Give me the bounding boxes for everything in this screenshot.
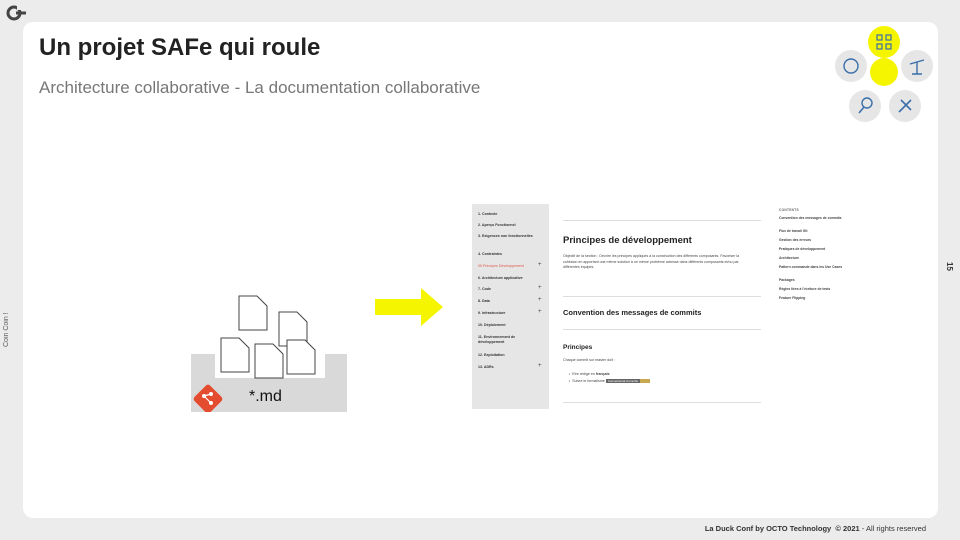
right-arrow-icon: [375, 288, 445, 326]
file-extension-label: *.md: [249, 388, 282, 405]
toc-item[interactable]: Packages: [779, 278, 795, 282]
repository-illustration: [191, 292, 351, 412]
doc-nav-item[interactable]: 9. Infrastructure: [478, 311, 506, 315]
expand-icon[interactable]: +: [538, 363, 542, 369]
side-label: Coin Coin !: [3, 312, 10, 348]
doc-section-heading: Convention des messages de commits: [563, 308, 702, 317]
doc-bullet: • Etre rédigé en français: [569, 372, 610, 376]
divider: [563, 296, 761, 297]
footer-brand: La Duck Conf by OCTO Technology: [704, 524, 832, 533]
toc-item[interactable]: Flux de travail Git: [779, 229, 808, 233]
footer-rights: - All rights reserved: [861, 524, 926, 533]
page-number: 15: [945, 262, 954, 271]
doc-intro: Objectif de la section : Décrire les principes appliqués à la construction des différents composants. Favoriser la cohésion en apportant une même solution à un même problème adressé dans différents composants et/ou par différentes équipes.: [563, 254, 740, 269]
footer: [705, 524, 926, 533]
doc-nav-item[interactable]: 10. Déploiement: [478, 323, 506, 327]
file-icon: [239, 296, 267, 330]
doc-nav-item[interactable]: 13. ADRs: [478, 365, 494, 369]
doc-nav-item[interactable]: 7. Code: [478, 287, 491, 291]
divider: [563, 402, 761, 403]
toc-item[interactable]: Feature Flipping: [779, 296, 806, 300]
architecture-petal-icon: [868, 26, 900, 58]
octo-logo-icon: [6, 4, 28, 22]
doc-nav-item-active[interactable]: 05 Principes Développement: [478, 264, 524, 268]
toc-item[interactable]: Architecture: [779, 256, 799, 260]
toc-heading: CONTENTS: [779, 208, 799, 212]
doc-bullet: • Suivre le formalisme Conventional Commits: [569, 379, 650, 383]
doc-nav-item[interactable]: 1. Contexte: [478, 212, 498, 216]
search-petal-icon: [849, 90, 881, 122]
doc-nav-item[interactable]: 8. Data: [478, 299, 490, 303]
divider: [563, 329, 761, 330]
topic-flower-icon: [831, 24, 941, 134]
expand-icon[interactable]: +: [538, 285, 542, 291]
doc-nav-item[interactable]: 4. Contraintes: [478, 252, 502, 256]
expand-icon[interactable]: +: [538, 297, 542, 303]
toc-item[interactable]: Règles liées à l'écriture de tests: [779, 287, 831, 291]
documentation-screenshot: [472, 204, 914, 412]
file-icon: [221, 338, 249, 372]
doc-lead: Chaque commit sur master doit :: [563, 358, 615, 362]
slide: [23, 22, 938, 518]
expand-icon[interactable]: +: [538, 309, 542, 315]
doc-sub-heading: Principes: [563, 344, 593, 351]
file-icon: [255, 344, 283, 378]
file-icon: [287, 340, 315, 374]
doc-heading: Principes de développement: [563, 235, 692, 246]
doc-sidebar: [472, 204, 549, 409]
slide-subtitle: Architecture collaborative - La documentation collaborative: [39, 78, 481, 97]
toc-item[interactable]: Pratiques de développement: [779, 247, 826, 251]
slide-title: Un projet SAFe qui roule: [39, 34, 321, 61]
doc-nav-item[interactable]: 11. Environnement de développement: [478, 335, 516, 344]
expand-icon[interactable]: +: [538, 262, 542, 268]
doc-nav-item[interactable]: 3. Exigences non fonctionnelles: [478, 234, 533, 238]
toc-item[interactable]: Gestion des erreurs: [779, 238, 812, 242]
doc-nav-item[interactable]: 12. Exploitation: [478, 353, 505, 357]
doc-nav-item[interactable]: 2. Aperçu Fonctionnel: [478, 223, 516, 227]
toc-item[interactable]: Convention des messages de commits: [779, 216, 842, 220]
divider: [563, 220, 761, 221]
footer-year: © 2021: [835, 524, 860, 533]
inline-code: Conventional Commits: [607, 379, 639, 383]
doc-nav-item[interactable]: 6. Architecture applicative: [478, 276, 523, 280]
doc-content: [563, 204, 761, 412]
speed-petal-icon: [835, 50, 867, 82]
toc-item[interactable]: Pattern commande dans les Use Cases: [779, 265, 843, 269]
